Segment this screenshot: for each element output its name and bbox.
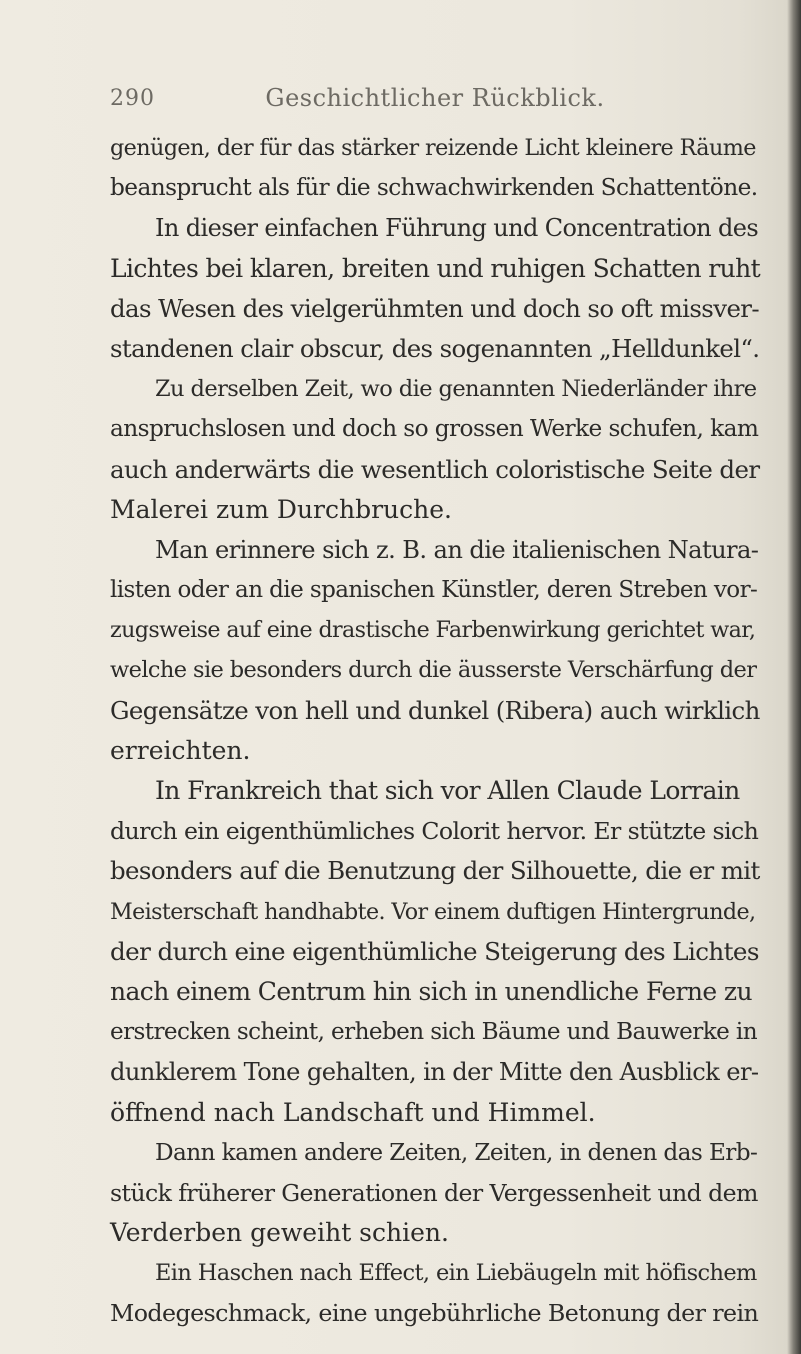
body-text	[110, 128, 760, 1334]
text-line: das Wesen des vielgerühmten und doch so oft missver-	[110, 293, 760, 323]
text-line: erreichten.	[110, 735, 251, 765]
text-line: welche sie besonders durch die äusserste Verschärfung der	[110, 657, 757, 684]
text-line: Modegeschmack, eine ungebührliche Betonung der rein	[110, 1299, 759, 1328]
text-line: Man erinnere sich z. B. an die italienischen Natura-	[155, 535, 759, 564]
text-line: beansprucht als für die schwachwirkenden Schattentöne.	[110, 174, 758, 202]
text-line: Verderben geweiht schien.	[110, 1218, 449, 1248]
paragraph	[110, 530, 760, 771]
text-line: In dieser einfachen Führung und Concentration des	[155, 214, 759, 243]
running-head: Geschichtlicher Rückblick.	[265, 84, 605, 112]
page-number: 290	[110, 86, 155, 111]
text-line: Malerei zum Durchbruche.	[110, 494, 453, 524]
text-line: erstrecken scheint, erheben sich Bäume und Bauwerke in	[110, 1019, 757, 1046]
paragraph	[110, 771, 760, 1133]
text-line: zugsweise auf eine drastische Farbenwirkung gerichtet war,	[110, 617, 756, 644]
text-line: nach einem Centrum hin sich in unendliche Ferne zu	[110, 976, 753, 1006]
page-edge-shadow	[787, 0, 801, 1354]
text-line: öffnend nach Landschaft und Himmel.	[110, 1097, 596, 1127]
text-line: Zu derselben Zeit, wo die genannten Niederländer ihre	[155, 376, 757, 403]
text-line: anspruchslosen und doch so grossen Werke schufen, kam	[110, 415, 759, 443]
text-line: Ein Haschen nach Effect, ein Liebäugeln mit höfischem	[155, 1260, 757, 1287]
text-line: Dann kamen andere Zeiten, Zeiten, in denen das Erb-	[155, 1138, 758, 1166]
text-line: besonders auf die Benutzung der Silhouette, die er mit	[110, 856, 760, 886]
text-line: Gegensätze von hell und dunkel (Ribera) auch wirklich	[110, 695, 760, 725]
text-line: In Frankreich that sich vor Allen Claude Lorrain	[155, 776, 740, 805]
paragraph	[110, 369, 760, 530]
text-line: Meisterschaft handhabte. Vor einem duftigen Hintergrunde,	[110, 898, 756, 925]
text-line: dunklerem Tone gehalten, in der Mitte den Ausblick er-	[110, 1058, 759, 1087]
paragraph	[110, 1253, 760, 1333]
paragraph	[110, 128, 760, 208]
paragraph	[110, 208, 760, 369]
text-line: auch anderwärts die wesentlich coloristische Seite der	[110, 454, 760, 484]
text-line: listen oder an die spanischen Künstler, deren Streben vor-	[110, 577, 758, 604]
page-header	[110, 80, 760, 120]
text-line: durch ein eigenthümliches Colorit hervor. Er stützte sich	[110, 817, 759, 846]
text-line: stück früherer Generationen der Vergessenheit und dem	[110, 1178, 758, 1207]
text-line: standenen clair obscur, des sogenannten „Helldunkel“.	[110, 333, 760, 363]
text-line: genügen, der für das stärker reizende Licht kleinere Räume	[110, 135, 756, 161]
text-line: Lichtes bei klaren, breiten und ruhigen Schatten ruht	[110, 253, 761, 283]
text-line: der durch eine eigenthümliche Steigerung des Lichtes	[110, 936, 759, 966]
paragraph	[110, 1133, 760, 1254]
